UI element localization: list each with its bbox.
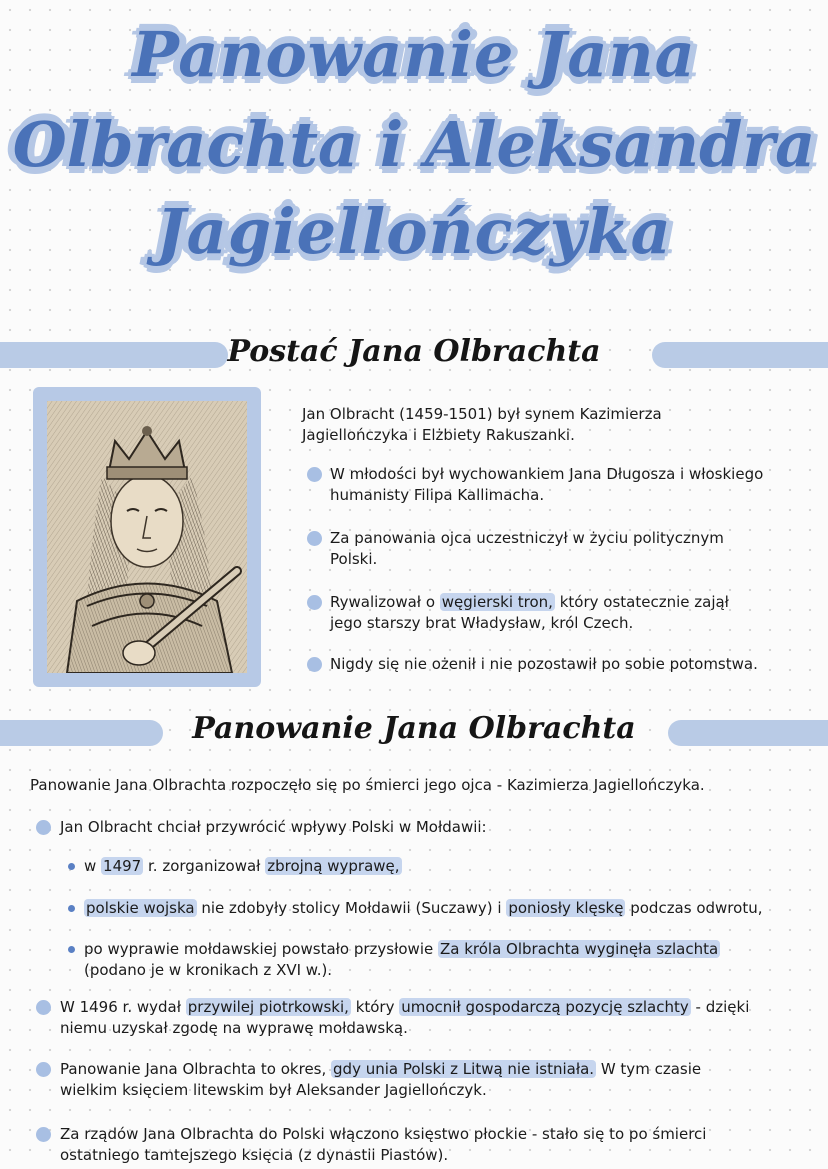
privilege-line-1: W 1496 r. wydał przywilej piotrkowski, który umocnił gospodarczą pozycję szlachty - dzięki [60, 998, 750, 1016]
bullet-dot [307, 657, 322, 672]
sub-bullet-dot [68, 905, 75, 912]
sub-bullet-dot [68, 863, 75, 870]
bullet-3-line-1: Rywalizował o węgierski tron, który ostatecznie zajął [330, 593, 729, 611]
sub-bullet-dot [68, 946, 75, 953]
highlight: przywilej piotrkowski, [187, 998, 349, 1016]
main-title-line-2: Olbrachta i Aleksandra [12, 108, 816, 181]
moldavia-sub-1: w 1497 r. zorganizował zbrojną wyprawę, [84, 857, 400, 875]
bullet-dot [36, 1127, 51, 1142]
bullet-4-line-1: Nigdy się nie ożenił i nie pozostawił po sobie potomstwa. [330, 655, 758, 673]
bullet-dot [307, 595, 322, 610]
plock-line-1: Za rządów Jana Olbrachta do Polski włączono księstwo płockie - stało się to po śmierci [60, 1125, 707, 1143]
bullet-3-line-2: jego starszy brat Władysław, król Czech. [330, 614, 634, 632]
union-line-1: Panowanie Jana Olbrachta to okres, gdy unia Polski z Litwą nie istniała. W tym czasie [60, 1060, 702, 1078]
intro-line-2: Jagiellończyka i Elżbiety Rakuszanki. [302, 426, 575, 444]
union-line-2: wielkim księciem litewskim był Aleksander Jagiellończyk. [60, 1081, 487, 1099]
highlight: poniosły klęskę [508, 899, 624, 917]
bullet-dot [36, 1062, 51, 1077]
portrait-engraving-icon [47, 401, 247, 673]
privilege-line-2: niemu uzyskał zgodę na wyprawę mołdawską. [60, 1019, 408, 1037]
portrait-frame [33, 387, 261, 687]
moldavia-sub-3-line-2: (podano je w kronikach z XVI w.). [84, 961, 333, 979]
bullet-2-line-2: Polski. [330, 550, 378, 568]
main-title-line-3: Jagiellończyka [156, 195, 672, 268]
bullet-1-line-2: humanisty Filipa Kallimacha. [330, 486, 545, 504]
highlight: gdy unia Polski z Litwą nie istniała. [333, 1060, 595, 1078]
bullet-dot [307, 467, 322, 482]
bullet-1-line-1: W młodości był wychowankiem Jana Długosza i włoskiego [330, 465, 764, 483]
moldavia-sub-3-line-1: po wyprawie mołdawskiej powstało przysłowie Za króla Olbrachta wyginęła szlachta [84, 940, 719, 958]
bullet-dot [307, 531, 322, 546]
main-title-line-1: Panowanie Jana [132, 18, 696, 91]
section-heading-postac: Postać Jana Olbrachta [227, 334, 601, 369]
plock-line-2: ostatniego tamtejszego księcia (z dynastii Piastów). [60, 1146, 449, 1164]
bullet-dot [36, 820, 51, 835]
highlight: węgierski tron, [441, 593, 553, 611]
highlight: umocnił gospodarczą pozycję szlachty [401, 998, 689, 1016]
reign-intro: Panowanie Jana Olbrachta rozpoczęło się po śmierci jego ojca - Kazimierza Jagiellończyka. [30, 776, 705, 794]
bullet-2-line-1: Za panowania ojca uczestniczył w życiu politycznym [330, 529, 724, 547]
highlight: polskie wojska [86, 899, 195, 917]
bullet-dot [36, 1000, 51, 1015]
intro-line-1: Jan Olbracht (1459-1501) był synem Kazimierza [302, 405, 662, 423]
highlight: Za króla Olbrachta wyginęła szlachta [439, 940, 719, 958]
moldavia-text: Jan Olbracht chciał przywrócić wpływy Polski w Mołdawii: [60, 818, 487, 836]
highlight: 1497 [103, 857, 142, 875]
moldavia-sub-2: polskie wojska nie zdobyły stolicy Mołdawii (Suczawy) i poniosły klęskę podczas odwrotu, [86, 899, 763, 917]
highlight: zbrojną wyprawę, [267, 857, 400, 875]
section-heading-panowanie: Panowanie Jana Olbrachta [192, 711, 636, 746]
